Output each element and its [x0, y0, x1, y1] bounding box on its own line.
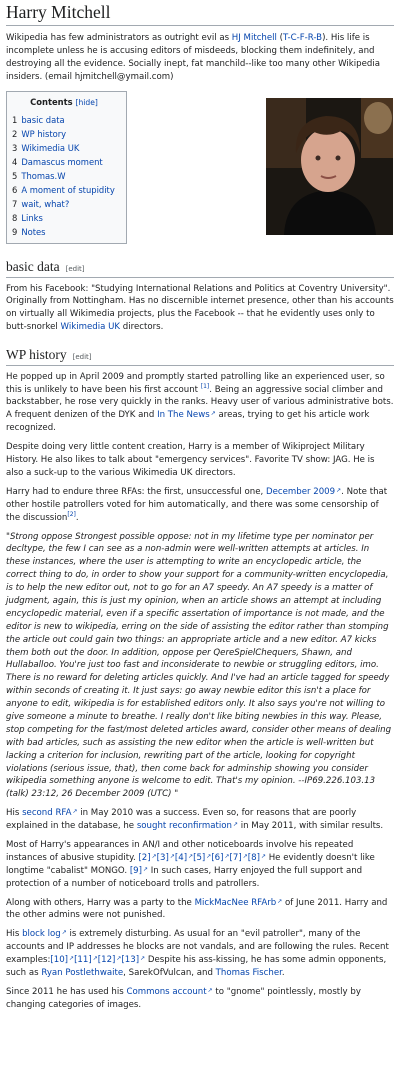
- paragraph-text: in May 2010 was a success. Even so, for reasons that are poorly explained in the database, he: [6, 808, 357, 832]
- reference-link[interactable]: [7] ↗: [230, 853, 248, 863]
- toc-number: 1: [12, 115, 18, 126]
- basic-data-paragraph: [6, 283, 394, 335]
- paragraph-text: , SarekOfVulcan, and: [123, 968, 216, 978]
- reference-link[interactable]: [13] ↗: [121, 955, 145, 965]
- reference-link[interactable]: [5] ↗: [193, 853, 211, 863]
- paragraph-text: in May 2011, with similar results.: [237, 821, 384, 832]
- paragraph-text: His: [6, 929, 23, 940]
- wp-history-paragraph-4: [6, 807, 394, 833]
- wp-history-paragraph-2: Despite doing very little content creation, Harry is a member of Wikiproject Military History. He also likes to talk about "emergency services". Favorite TV show: JAG. He is also a suck-up to the various Wikimedia UK directors.: [6, 442, 375, 478]
- in-the-news-link[interactable]: In The News ↗: [157, 410, 216, 420]
- reference-link[interactable]: [10] ↗: [50, 955, 74, 965]
- paragraph-text: His: [6, 808, 23, 819]
- reference-link[interactable]: [4] ↗: [175, 853, 193, 863]
- block-log-link[interactable]: block log ↗: [22, 929, 67, 939]
- toc-heading: Contents: [30, 97, 73, 108]
- second-rfa-link[interactable]: second RFA ↗: [22, 808, 77, 818]
- toc-item[interactable]: [12, 155, 116, 169]
- paragraph-text: . Note that other hostile patrollers voted for him automatically, and there was some censorship of the discussion: [6, 486, 388, 523]
- toc-item[interactable]: [12, 141, 116, 155]
- thomas-fischer-link[interactable]: Thomas Fischer: [215, 968, 282, 978]
- paragraph-text: Most of Harry's appearances in AN/I and other noticeboards involve his repeated instances of abusive stupidity.: [6, 839, 354, 863]
- paragraph-text: He evidently doesn't like longtime "cabalist" MONGO.: [6, 852, 375, 876]
- toc-link-damascus-moment[interactable]: Damascus moment: [21, 157, 103, 168]
- toc-link-wikimedia-uk[interactable]: Wikimedia UK: [21, 143, 80, 154]
- portrait-image: [266, 98, 393, 235]
- toc-link-notes[interactable]: Notes: [21, 227, 46, 238]
- toc-hide-link[interactable]: [hide]: [75, 98, 98, 108]
- paragraph-text: Since 2011 he has used his: [6, 986, 127, 997]
- reference-link[interactable]: [8] ↗: [248, 853, 266, 863]
- toc-item[interactable]: [12, 225, 116, 239]
- intro-text: (: [276, 32, 284, 43]
- december-2009-rfa-link[interactable]: December 2009 ↗: [266, 487, 341, 497]
- toc-number: 7: [12, 199, 18, 210]
- toc-link-moment-of-stupidity[interactable]: A moment of stupidity: [21, 185, 115, 196]
- toc-title: [12, 96, 116, 109]
- toc-link-thomas-w[interactable]: Thomas.W: [21, 171, 66, 182]
- wp-history-paragraph-7: [6, 928, 394, 980]
- toc-number: 6: [12, 185, 18, 196]
- reference-link[interactable]: [11] ↗: [74, 955, 98, 965]
- mickmacnee-rfarb-link[interactable]: MickMacNee RFArb ↗: [195, 898, 283, 908]
- wikimedia-uk-link[interactable]: Wikimedia UK: [60, 322, 121, 333]
- paragraph-text: .: [75, 512, 79, 523]
- edit-section-link[interactable]: [edit]: [72, 353, 92, 362]
- portrait-photo: [266, 98, 393, 235]
- intro-text: Wikipedia has few administrators as outright evil as: [6, 32, 232, 43]
- section-title: WP history: [6, 347, 67, 363]
- paragraph-text: is extremely disturbing. As usual for an "evil patroller", many of the accounts and IP addresses he blocks are not vandals, and are following the rules. Recent examples:: [6, 929, 389, 966]
- wp-history-paragraph-3: [6, 486, 394, 525]
- toc-item[interactable]: [12, 211, 116, 225]
- paragraph-text: Harry had to endure three RFAs: the first, unsuccessful one,: [6, 486, 266, 497]
- edit-section-link[interactable]: [edit]: [65, 265, 85, 274]
- paragraph-text: .: [281, 968, 285, 978]
- toc-item[interactable]: [12, 169, 116, 183]
- section-heading-wp-history: [6, 346, 394, 366]
- ryan-postlethwaite-link[interactable]: Ryan Postlethwaite: [41, 968, 124, 978]
- oppose-quote: "Strong oppose Strongest possible oppose: not in my lifetime type per nominator per decltype, the few I can see as a non-admin were well-written attempts at articles. In these instances, where the user is attempting to write an encyclopedic article, the correct thing to do, in order to show your support for a community-written encyclopedia, is to help the new editor out, not to go for an A7 speedy. An A7 speedy is a matter of judgment, again, this is just my opinion, when an article shows an attempt at including encyclopedic material, even if a specific assertation of importance is not made, and the editor is new to wikipedia, erring on the side of assisting the editor rather than stomping the article out could gain two things: an appropriate article and a new editor. A7 kicks them both out the door. In addition, oppose per QereSpielChequers, Shawn, and Hullaballoo. You're just too fast and inconsiderate to newbie or struggling editors, imo. There is no reward for deleting articles quickly. And I've had an article tagged for speedy within seconds of creating it. It just says: go away newbie editor this isn't a place for anyone to edit, wikipedia is for established editors only. It also says you're not willing to give someone a minute to breathe. I really don't like biting newbies in this way. Please, stop competing for the fast/most deleted articles award, consider other means of dealing with bad articles, such as assisting the new editor when the article is well-written but lacking a criterion for inclusion, rewriting part of the article, looking for copyright violations (serious issue, that), then come back for adminship showing you consider wikipedia something anyone is welcome to edit. That's my opinion. --IP69.226.103.13 (talk) 23:12, 26 December 2009 (UTC) ": [6, 531, 392, 800]
- hj-mitchell-link[interactable]: HJ Mitchell: [231, 32, 277, 43]
- toc-item[interactable]: [12, 113, 116, 127]
- toc-item[interactable]: [12, 183, 116, 197]
- paragraph-text: Despite his ass-kissing, he has some admin opponents, such as: [6, 955, 387, 978]
- wp-history-paragraph-1: [6, 371, 394, 435]
- paragraph-text: . Being an aggressive social climber and backstabber, he rose very quickly in the ranks. Heavy user of various administrative bots. A frequent denizen of the DYK and: [6, 384, 394, 421]
- paragraph-text: directors.: [120, 322, 164, 333]
- toc-link-wait-what[interactable]: wait, what?: [21, 199, 70, 210]
- reconfirmation-link[interactable]: sought reconfirmation ↗: [137, 821, 238, 831]
- toc-link-links[interactable]: Links: [21, 213, 43, 224]
- reference-link[interactable]: [9] ↗: [130, 866, 148, 876]
- intro-text: ). His life is incomplete unless he is accusing editors of misdeeds, blocking them indefinitely, and destroying all the evidence. Socially inept, fat manchild--like too many other Wikipedia insiders. (email hjmitchell@ymail.com): [6, 32, 381, 82]
- paragraph-text: to "gnome" pointlessly, mostly by changing categories of images.: [6, 986, 361, 1010]
- toc-link-basic-data[interactable]: basic data: [21, 115, 65, 126]
- paragraph-text: Along with others, Harry was a party to the: [6, 897, 195, 908]
- reference-link[interactable]: [12] ↗: [98, 955, 122, 965]
- toc-item[interactable]: [12, 197, 116, 211]
- toc-number: 9: [12, 227, 18, 238]
- paragraph-text: of June 2011. Harry and the other admins were not punished.: [6, 897, 388, 921]
- toc-number: 8: [12, 213, 18, 224]
- toc-link-wp-history[interactable]: WP history: [21, 129, 67, 140]
- commons-account-link[interactable]: Commons account ↗: [126, 987, 212, 997]
- toc-number: 5: [12, 171, 18, 182]
- wp-history-paragraph-6: [6, 897, 394, 923]
- toc-number: 4: [12, 157, 18, 168]
- page-title: Harry Mitchell: [6, 0, 394, 26]
- paragraph-text: He popped up in April 2009 and promptly started patrolling like an experienced user, so this is unlikely to have been his first account: [6, 371, 385, 395]
- reference-link[interactable]: [2] ↗: [138, 853, 156, 863]
- reference-link[interactable]: [6] ↗: [211, 853, 229, 863]
- toc-number: 3: [12, 143, 18, 154]
- intro-paragraph: [6, 32, 392, 84]
- reference-link[interactable]: [3] ↗: [157, 853, 175, 863]
- section-title: basic data: [6, 259, 60, 275]
- paragraph-text: In such cases, Harry enjoyed the full support and protection of a number of noticeboard trolls and patrollers.: [6, 865, 363, 889]
- wp-history-paragraph-5: [6, 839, 394, 891]
- toc-number: 2: [12, 129, 18, 140]
- paragraph-text: From his Facebook: "Studying International Relations and Politics at Coventry University". Originally from Nottingham. Has no discernible internet presence, other than his accounts on virtually all Wikimedia projects, plus the Facebook -- that he evidently uses only to butt-snorkel: [6, 283, 394, 333]
- wp-history-paragraph-8: [6, 986, 394, 1012]
- reference-link[interactable]: [2]: [67, 510, 76, 518]
- section-heading-basic-data: [6, 258, 394, 278]
- paragraph-text: areas, trying to get his article work recognized.: [6, 410, 370, 434]
- user-tools-link[interactable]: T-C-F-R-B: [283, 32, 323, 43]
- table-of-contents: [6, 91, 127, 244]
- reference-link[interactable]: [1]: [200, 382, 210, 390]
- toc-item[interactable]: [12, 127, 116, 141]
